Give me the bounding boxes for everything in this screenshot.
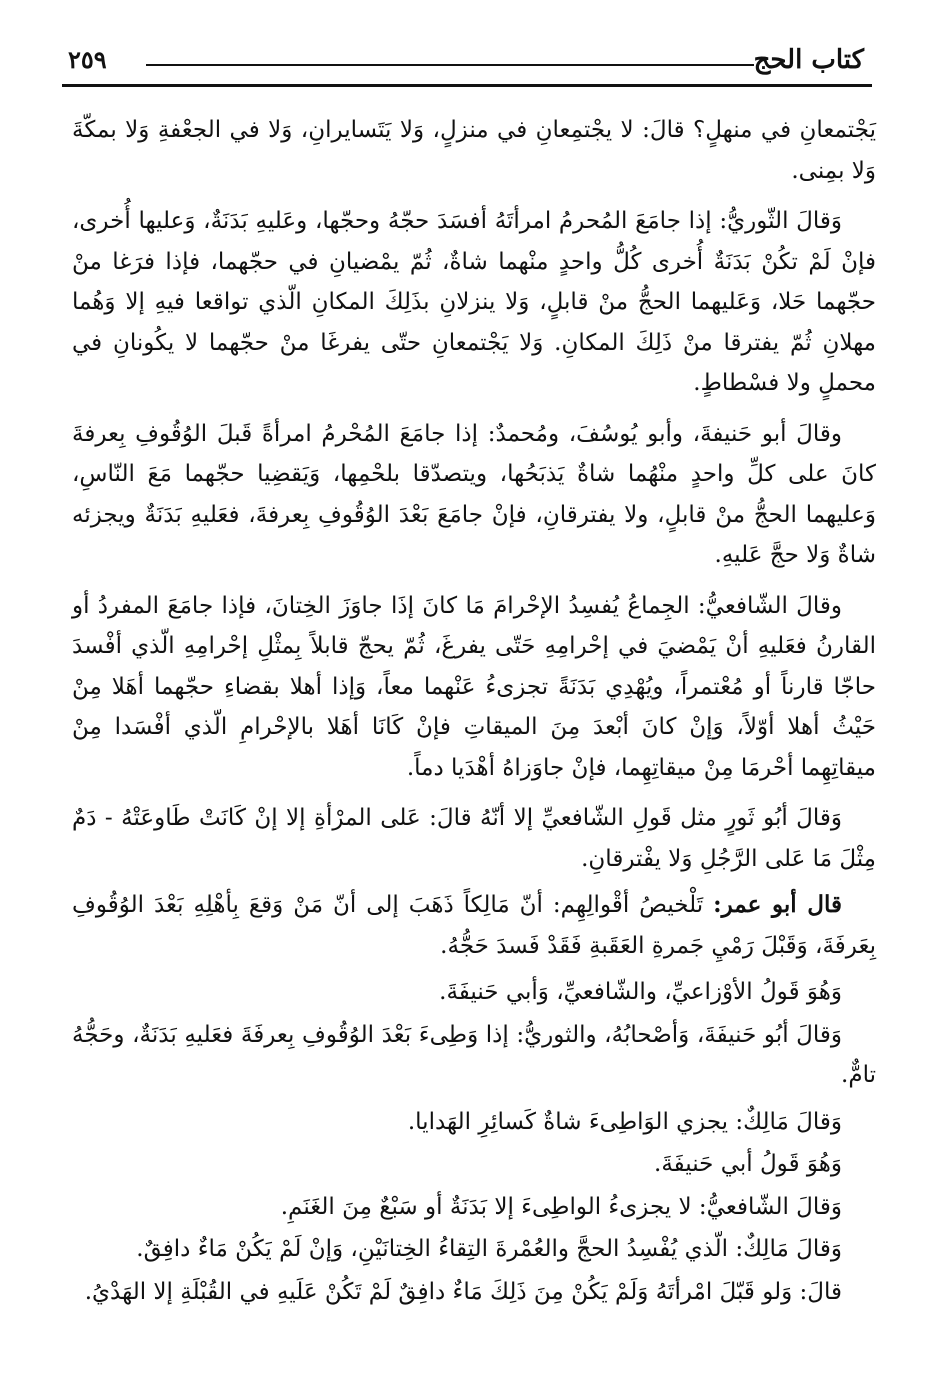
page-number: ٢٥٩	[68, 45, 107, 74]
page-body	[72, 110, 876, 1314]
paragraph-11: وَقالَ الشّافعيُّ: لا يجزىءُ الواطِىءَ إلا بَدَنَةٌ أو سَبْعٌ مِنَ الغَنَمِ.	[280, 1193, 842, 1220]
chapter-title: كتاب الحج	[753, 45, 864, 75]
running-header	[62, 40, 872, 84]
header-line	[146, 64, 754, 66]
paragraph-6	[72, 885, 876, 966]
paragraph-5: وَقالَ أبُو ثَورٍ مثل قَولِ الشّافعيِّ إلا أنّهُ قالَ: عَلى المرْأةِ إلا إنْ كَانَتْ طَاوعَتْهُ - دَمٌ مِثْلَ مَا عَلى الرَّجُلِ وَلا يفْترقانِ.	[72, 805, 876, 872]
paragraph-6-text: تَلْخيصُ أقْوالِهِم: أنّ مَالِكاً ذَهَبَ إلى أنّ مَنْ وَقعَ بِأهْلِهِ بَعْدَ الوُقُوفِ بِعَرفَةَ، وَقَبْلَ رَمْيِ جَمرةِ العَقَبةِ فَقَدْ فَسدَ حَجُّهُ.	[72, 892, 876, 959]
paragraph-12: وَقالَ مَالِكٌ: الّذي يُفْسِدُ الحجَّ والعُمْرةَ التِقاءُ الخِتانَيْنِ، وَإنْ لَمْ يَكُنْ مَاءٌ دافِقٌ.	[136, 1236, 842, 1262]
paragraph-3: وقالَ أبو حَنيفةَ، وأبو يُوسُفَ، ومُحمدٌ: إذا جامَعَ المُحْرمُ امرأةً قَبلَ الوُقُوفِ بِعرفةَ كانَ على كلِّ واحدٍ منْهُما شاةٌ يَذبَحُها، ويتصدّقا بلحْمِها، وَيَقضِيا حجّهما مَعَ النّاسِ، وَعليهما الحجُّ منْ قابلٍ، ولا يفترقانِ، فإنْ جامَعَ بَعْدَ الوُقُوفِ بِعرفةَ، فعَليهِ بَدَنَةٌ ويجزئه شاةٌ وَلا حجَّ عَليهِ.	[72, 420, 876, 568]
paragraph-2: وَقالَ الثّوريُّ: إذا جامَعَ المُحرمُ امرأتَهُ أفسَدَ حجّهُ وحجّها، وعَليهِ بَدَنَةٌ، وَعليها أُخرى، فإنْ لَمْ تكُنْ بَدَنَةٌ أُخرى كُلُّ واحدٍ منْهما شاةٌ، ثُمّ يمْضيانِ في حجّهما، فإذا فرَغا منْ حجّهما حَلا، وَعَليهما الحجُّ منْ قابلٍ، وَلا ينزلانِ بذَلِكَ المكانِ الّذي تواقعا فيهِ إلا وَهُما مهلانِ ثُمّ يفترقا منْ ذَلِكَ المكانِ. وَلا يَجْتمعانِ حتّى يفرغَا منْ حجّهما لا يكُونانِ في محملٍ ولا فسْطاطٍ.	[72, 208, 876, 396]
paragraph-4: وقالَ الشّافعيُّ: الجِماعُ يُفسِدُ الإحْرامَ مَا كانَ إذَا جاوَزَ الخِتانَ، فإذا جامَعَ المفردُ أو القارنُ فعَليهِ أنْ يَمْضيَ في إحْرامِهِ حَتّى يفرغَ، ثُمّ يحجّ قابلاً بِمثْلِ إحْرامِهِ الّذي أفْسدَ حاجّا قارناً أو مُعْتمراً، ويُهْدِي بَدَنَةً تجزىءُ عَنْهما معاً، وَإذا أهلا بقضاءِ حجّهما أهَلا مِنْ حَيْثُ أهلا أوّلاً، وَإنْ كانَ أبْعدَ مِنَ الميقاتِ فإنْ كَانَا أهَلا بالإحْرامِ الّذي أفْسَدا مِنْ ميقاتِهِما أحْرمَا مِنْ ميقاتِهِما، فإنْ جاوَزاهُ أهْدَيا دماً.	[72, 592, 876, 781]
paragraph-10: وَهُوَ قَولُ أبي حَنيفَةَ.	[654, 1151, 842, 1177]
speaker-name: قال أبو عمر:	[713, 891, 843, 918]
paragraph-1: يَجْتمعانِ في منهلٍ؟ قالَ: لا يجْتمِعانِ في منزلٍ، وَلا يَتَسايرانِ، وَلا في الجعْفةِ وَلا بمكّةَ وَلا بمِنى.	[72, 117, 876, 184]
paragraph-9: وَقالَ مَالِكٌ: يجزي الوَاطِىءَ شاةٌ كَسائِرِ الهَدايا.	[407, 1108, 842, 1135]
header-divider	[62, 84, 872, 87]
paragraph-13: قالَ: وَلو قَبّلَ امْرأتَهُ وَلَمْ يَكُنْ مِنَ ذَلِكَ مَاءٌ دافِقٌ لَمْ تَكُنْ عَلَيهِ في القُبْلَةِ إلا الهَدْيُ.	[84, 1278, 842, 1305]
paragraph-8: وَقالَ أبُو حَنيفَةَ، وَأصْحابُهُ، والثوريُّ: إذا وَطِىءَ بَعْدَ الوُقُوفِ بِعرفَةَ فعَليهِ بَدَنَةٌ، وحَجُّهُ تامٌّ.	[72, 1021, 876, 1088]
paragraph-7: وَهُوَ قَولُ الأوْزاعيِّ، والشّافعيِّ، وَأبي حَنيفَةَ.	[439, 979, 842, 1005]
